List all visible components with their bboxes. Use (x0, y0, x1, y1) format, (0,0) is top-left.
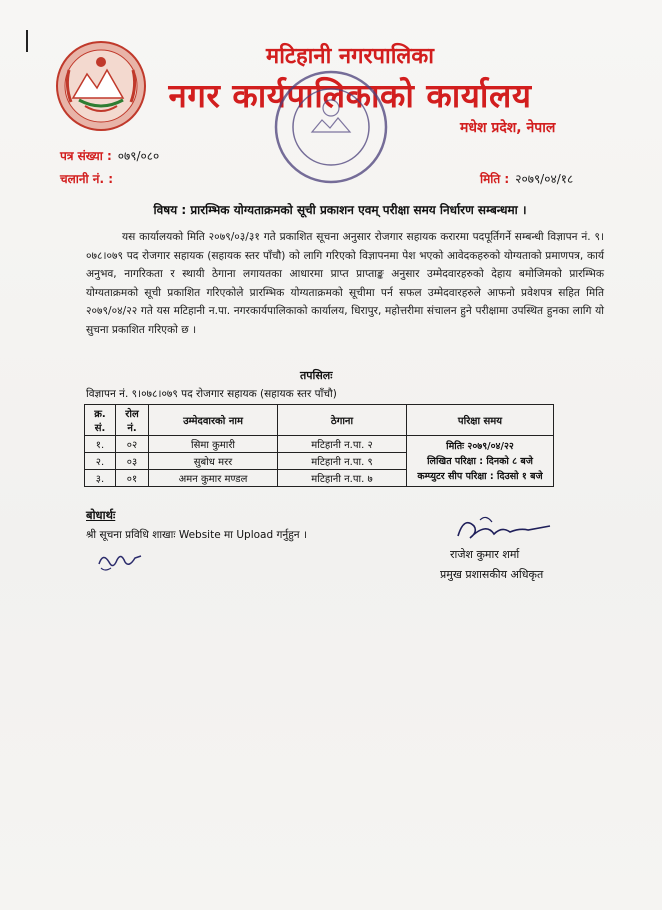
cell-roll: ०३ (116, 453, 149, 470)
cell-address: मटिहानी न.पा. ७ (278, 470, 407, 487)
cell-roll: ०१ (116, 470, 149, 487)
cc-recipient: श्री सूचना प्रविधि शाखाः Website मा Upload गर्नुहुन । (86, 529, 307, 541)
cell-name: सिमा कुमारी (149, 436, 278, 453)
letter-number (60, 147, 159, 164)
signatory-name: राजेश कुमार शर्मा (450, 548, 520, 561)
cell-sn: १. (85, 436, 116, 453)
cell-sn: ३. (85, 470, 116, 487)
exam-date: मितिः २०७९/०४/२२ (446, 440, 514, 452)
col-name: उम्मेदवारको नाम (149, 405, 278, 436)
signature (450, 512, 560, 546)
signatory-post: प्रमुख प्रशासकीय अधिकृत (440, 568, 544, 581)
subject-line: विषय : प्रारम्भिक योग्यताक्रमको सूची प्रकाशन एवम् परीक्षा समय निर्धारण सम्बन्धमा । (153, 203, 527, 217)
cell-address: मटिहानी न.पा. २ (278, 436, 407, 453)
cell-name: सुबोध मरर (149, 453, 278, 470)
cell-name: अमन कुमार मण्डल (149, 470, 278, 487)
exam-computer-time: कम्प्युटर सीप परिक्षा : दिउसो १ बजे (417, 470, 543, 482)
advertisement-title: विज्ञापन नं. ९।०७८।०७९ पद रोजगार सहायक (सहायक स्तर पाँचौ) (86, 388, 337, 400)
nepal-emblem-icon (55, 40, 147, 132)
exam-written-time: लिखित परिक्षा : दिनको ८ बजे (427, 455, 533, 467)
table-row (85, 436, 554, 453)
margin-mark (26, 30, 28, 52)
letter-date (480, 170, 573, 187)
col-sn: क्र. सं. (85, 405, 116, 436)
cell-roll: ०२ (116, 436, 149, 453)
col-address: ठेगाना (278, 405, 407, 436)
initials-scribble (95, 548, 145, 574)
letterhead-office: नगर कार्यपालिकाको कार्यालय (168, 76, 532, 115)
details-heading: तपसिलः (300, 369, 333, 382)
col-roll: रोल नं. (116, 405, 149, 436)
candidate-table (84, 404, 554, 487)
dispatch-number-label: चलानी नं. : (60, 172, 114, 186)
letter-number-label: पत्र संख्या : (60, 149, 112, 163)
cell-address: मटिहानी न.पा. ९ (278, 453, 407, 470)
office-stamp (272, 68, 390, 186)
notice-body: यस कार्यालयको मिति २०७९/०३/३१ गते प्रकाशित सूचना अनुसार रोजगार सहायक करारमा पदपूर्तिगर्ने सम्बन्धी विज्ञापन नं. ९।०७८।०७९ पद रोजगार सहायक (सहायक स्तर पाँचौ) को लागि गरिएको विज्ञापनमा पेश भएको आवेदकहरुको योग्यताको प्रमाणपत्र, कार्य अनुभव, नागरिकता र स्थायी ठेगाना लगायतका आधारमा प्राप्त प्राप्ताङ्क अनुसार उम्मेदवारहरुको देहाय बमोजिमको प्रारम्भिक योग्यताक्रमको सूची प्रकाशित गरिएकोले प्रारम्भिक योग्यताक्रमको सूचीमा पर्न सफल उम्मेदवारहरुले आफनो प्रवेशपत्र सहित मिति २०७९/०४/२२ गते यस मटिहानी न.पा. नगरकार्यपालिकाको कार्यालय, धिरापुर, महोत्तरीमा संचालन हुने परीक्षामा उपस्थित हुनका लागि यो सुचना प्रकाशित गरिएको छ । (86, 231, 604, 336)
cell-exam-schedule (407, 436, 554, 487)
table-header-row (85, 405, 554, 436)
letterhead-municipality: मटिहानी नगरपालिका (266, 44, 434, 69)
letter-date-value: २०७९/०४/१८ (515, 172, 574, 186)
col-exam-time: परिक्षा समय (407, 405, 554, 436)
cc-heading: बोधार्थः (86, 508, 116, 522)
letter-date-label: मिति : (480, 172, 510, 186)
cell-sn: २. (85, 453, 116, 470)
letterhead-province: मधेश प्रदेश, नेपाल (460, 120, 556, 136)
dispatch-number (60, 170, 119, 187)
letter-number-value: ०७९/०८० (117, 149, 160, 163)
